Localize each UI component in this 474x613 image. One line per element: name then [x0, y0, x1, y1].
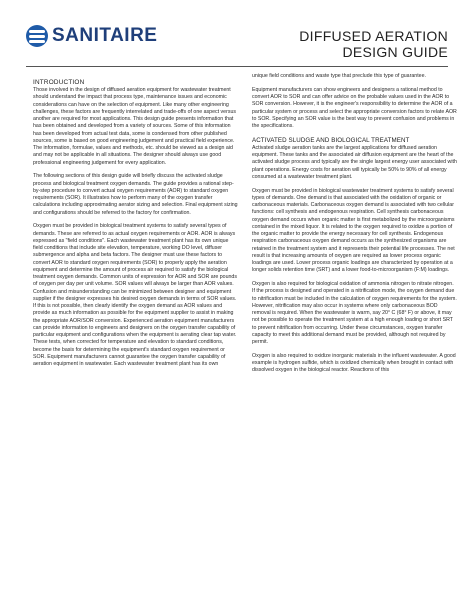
- paragraph: unique field conditions and waste type that preclude this type of guarantee.: [252, 73, 426, 79]
- brand-name: SANITAIRE: [52, 25, 158, 46]
- paragraph: Oxygen must be provided in biological treatment systems to satisfy several types of demands. These are referred to as actual oxygen requirements or AOR. AOR is always expressed as "field conditions". Each wastewater treatment plant has its own unique field conditions that include site elevation, temperature, working DO level, diffuser submergence and alpha and beta factors. The designer must use these factors to convert AOR to standard oxygen requirements (SOR) to properly apply the aeration equipment and determine the amount of process air required to satisfy the biological treatment oxygen demands. Common units of expression for AOR and SOR are pounds of oxygen per day per unit volume. SOR values will always be larger than AOR values. Confusion and misunderstanding can be minimized between designer and equipment supplier if the designer expresses his desired oxygen demands in terms of SOR values. If this is not possible, then clearly identify the oxygen demand as AOR values and provide as much information as possible for the equipment supplier to assist in making the appropriate AOR/SOR conversion. Experienced aeration equipment manufacturers can provide information to engineers and designers on the oxygen transfer capability of particular equipment and configurations when the equipment is aerating clear tap water. These tests, when corrected for temperature and elevation to standard conditions, become the basis for determining the equipment's standard oxygen requirement or SOR. Equipment manufacturers cannot guarantee the oxygen transfer capability of aeration equipment in wastewater. Each wastewater treatment plant has its own: [33, 223, 237, 367]
- page-header: [0, 0, 474, 72]
- section-heading-introduction: INTRODUCTION: [33, 79, 85, 86]
- guide-title-line2: DESIGN GUIDE: [342, 44, 448, 60]
- guide-title: [299, 28, 448, 60]
- header-divider: [26, 66, 448, 67]
- sanitaire-logo-icon: [26, 25, 48, 47]
- left-column: [33, 79, 238, 375]
- paragraph: The following sections of this design guide will briefly discuss the activated sludge process and biological treatment oxygen demands. The guide provides a rational step-by-step procedure to convert actual oxygen requirements (AOR) to standard oxygen requirements (SOR). It illustrates how to perform many of the oxygen transfer calculations including approximating aerator sizing and selection. Final equipment sizing and configurations should be referred to the factory for confirmation.: [33, 173, 238, 216]
- sanitaire-logo: [26, 25, 157, 47]
- guide-title-line1: DIFFUSED AERATION: [299, 28, 448, 44]
- paragraph: Those involved in the design of diffused aeration equipment for wastewater treatment should understand the impact that process type, maintenance issues and economic considerations can have on the selection of equipment. Like many other engineering challenges, these factors are frequently interrelated and trade-offs of one aspect versus another are required for most applications. This design guide presents information that has been obtained and developed from a variety of sources. Some of this information has been developed from actual test data, some is condensed from other published sources, some is based on good engineering judgement and practical field experience. The information, formulae, values and methods, etc. should be viewed as a design aid and may not be applicable in all situations. The designer should always use good professional engineering judgement for every application.: [33, 87, 237, 166]
- paragraph: Activated sludge aeration tanks are the largest applications for diffused aeration equipment. These tanks and the associated air diffusion equipment are the heart of the activated sludge process and typically are the single largest energy user associated with plant operations. Energy costs for aeration will typically be 50% to 90% of all energy consumed at a wastewater treatment plant.: [252, 144, 457, 180]
- section-heading-activated-sludge: ACTIVATED SLUDGE AND BIOLOGICAL TREATMENT: [252, 136, 410, 144]
- right-column: [252, 73, 457, 381]
- paragraph: Oxygen is also required to oxidize inorganic materials in the influent wastewater. A good example is hydrogen sulfide, which is oxidized chemically when brought in contact with dissolved oxygen in the biological reactor. Reactions of this: [252, 352, 456, 374]
- paragraph: Oxygen must be provided in biological wastewater treatment systems to satisfy several types of demands. One demand is that associated with the oxidation of organic or carbonaceous materials. Carbonaceous oxygen demand is associated with two cellular functions: cell synthesis and endogenous respiration. Cell synthesis carbonaceous oxygen demand occurs when organic matter is first metabolized by the microorganisms contained in the mixed liquor. It is related to the oxygen required to oxidize a portion of the organic matter to provide the energy necessary for cell synthesis. Endogenous respiration carbonaceous oxygen demand occurs as the synthesized organisms are retained in the treatment system and it represents their potential life processes. The net result is that increasing amounts of oxygen are required as lower process organic loadings are used. Lower process organic loadings are characterized by operation at a longer solids retention time (SRT) and a lower food-to-microorganism (F:M) loadings.: [252, 187, 455, 274]
- paragraph: Oxygen is also required for biological oxidation of ammonia nitrogen to nitrate nitrogen. If the process is designed and operated in a nitrification mode, the oxygen demand due to nitrification must be included in the calculation of oxygen requirements for the system. However, nitrification may also occur in systems where only carbonaceous BOD removal is required. When the wastewater is warm, say 20° C (68° F) or above, it may not be possible to operate the treatment system at a high enough loading or short SRT to prevent nitrification from occurring. Under these circumstances, oxygen transfer capacity to meet this additional demand must be provided, although not required by permit.: [252, 281, 457, 345]
- paragraph: Equipment manufacturers can show engineers and designers a rational method to convert AOR to SOR and can offer advice on the probable values used in the AOR to SOR conversion. However, it is the engineer's responsibility to determine the AOR of a particular system or process and select the appropriate conversion factors to relate AOR to SOR. Specifying an SOR value is the best way to prevent confusion and problems in the specifications.: [252, 86, 457, 129]
